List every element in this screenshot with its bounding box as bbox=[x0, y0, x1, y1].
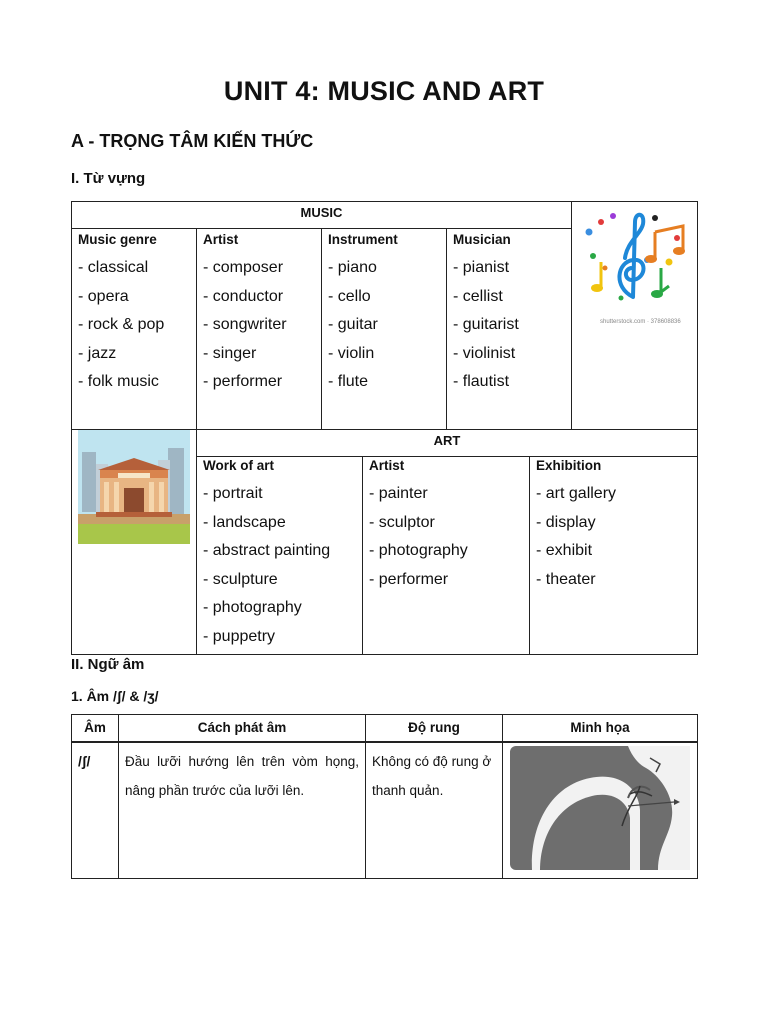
list-item: - flautist bbox=[453, 373, 510, 390]
list-item: - performer bbox=[369, 570, 449, 588]
music-notes-icon bbox=[573, 202, 698, 332]
list-item: - sculptor bbox=[369, 513, 435, 531]
list-item: - cello bbox=[328, 287, 371, 305]
column-title: Work of art bbox=[203, 458, 275, 473]
list-item: - flute bbox=[328, 373, 369, 390]
list-item: - portrait bbox=[203, 485, 263, 502]
list-item: - painter bbox=[369, 485, 428, 502]
list-item: - pianist bbox=[453, 259, 510, 276]
list-item: - songwriter bbox=[203, 316, 287, 333]
list-item: - sculpture bbox=[203, 570, 278, 588]
vocabulary-table bbox=[71, 201, 698, 655]
list-item: - guitar bbox=[328, 316, 378, 333]
column-title: Music genre bbox=[78, 232, 157, 247]
section-a-heading: A - TRỌNG TÂM KIẾN THỨC bbox=[71, 131, 314, 151]
list-item: - cellist bbox=[453, 287, 503, 305]
list-item: - violinist bbox=[453, 344, 516, 362]
list-item: - guitarist bbox=[453, 316, 519, 333]
list-item: - jazz bbox=[78, 344, 117, 362]
list-item: - folk music bbox=[78, 373, 159, 390]
section-ii-heading: II. Ngữ âm bbox=[71, 656, 145, 673]
list-item: - singer bbox=[203, 344, 257, 362]
museum-icon bbox=[78, 430, 190, 544]
list-item: - art gallery bbox=[536, 485, 617, 502]
music-genre-column bbox=[71, 226, 164, 397]
music-header: MUSIC bbox=[71, 201, 572, 229]
art-artist-column bbox=[362, 452, 468, 594]
list-item: - classical bbox=[78, 259, 149, 276]
list-item: - performer bbox=[203, 373, 283, 390]
list-item: - display bbox=[536, 513, 596, 531]
column-title: Instrument bbox=[328, 232, 398, 247]
header-vibration: Độ rung bbox=[365, 714, 503, 742]
list-item: - piano bbox=[328, 259, 377, 276]
list-item: - photography bbox=[203, 599, 302, 616]
sound-cell: /ʃ/ bbox=[71, 742, 119, 879]
list-item: - puppetry bbox=[203, 627, 276, 645]
header-how: Cách phát âm bbox=[118, 714, 366, 742]
list-item: - landscape bbox=[203, 513, 286, 531]
how-cell: Đầu lưỡi hướng lên trên vòm họng, nâng phần trước của lưỡi lên. bbox=[118, 742, 366, 879]
column-title: Exhibition bbox=[536, 458, 602, 473]
mouth-diagram-icon bbox=[510, 746, 690, 870]
column-title: Musician bbox=[453, 232, 511, 247]
page-title: UNIT 4: MUSIC AND ART bbox=[223, 76, 545, 106]
list-item: - violin bbox=[328, 344, 375, 362]
museum-sign-shape bbox=[118, 473, 150, 478]
column-title: Artist bbox=[369, 458, 405, 473]
list-item: - rock & pop bbox=[78, 316, 165, 333]
list-item: - abstract painting bbox=[203, 542, 331, 559]
list-item: - composer bbox=[203, 259, 284, 276]
music-artist-column bbox=[196, 226, 287, 397]
exhibition-column bbox=[529, 452, 616, 594]
header-sound: Âm bbox=[71, 714, 119, 742]
list-item: - exhibit bbox=[536, 542, 593, 559]
art-image-cell bbox=[71, 429, 197, 655]
column-title: Artist bbox=[203, 232, 239, 247]
list-item: - conductor bbox=[203, 287, 284, 305]
music-instrument-column bbox=[321, 226, 398, 397]
vibration-cell: Không có độ rung ở thanh quản. bbox=[365, 742, 503, 879]
list-item: - theater bbox=[536, 570, 596, 588]
list-item: - photography bbox=[369, 542, 468, 559]
header-illustration: Minh họa bbox=[502, 714, 698, 742]
work-of-art-column bbox=[196, 452, 330, 651]
music-image-cell bbox=[571, 201, 698, 430]
list-item: - opera bbox=[78, 287, 129, 305]
section-i-heading: I. Từ vựng bbox=[71, 170, 146, 187]
subsection-1-heading: 1. Âm /ʃ/ & /ʒ/ bbox=[71, 688, 159, 704]
art-header: ART bbox=[196, 429, 698, 457]
pronunciation-table bbox=[71, 714, 698, 879]
image-credit: shutterstock.com · 378608836 bbox=[600, 319, 681, 325]
illustration-cell bbox=[502, 742, 698, 879]
music-musician-column bbox=[446, 226, 519, 397]
